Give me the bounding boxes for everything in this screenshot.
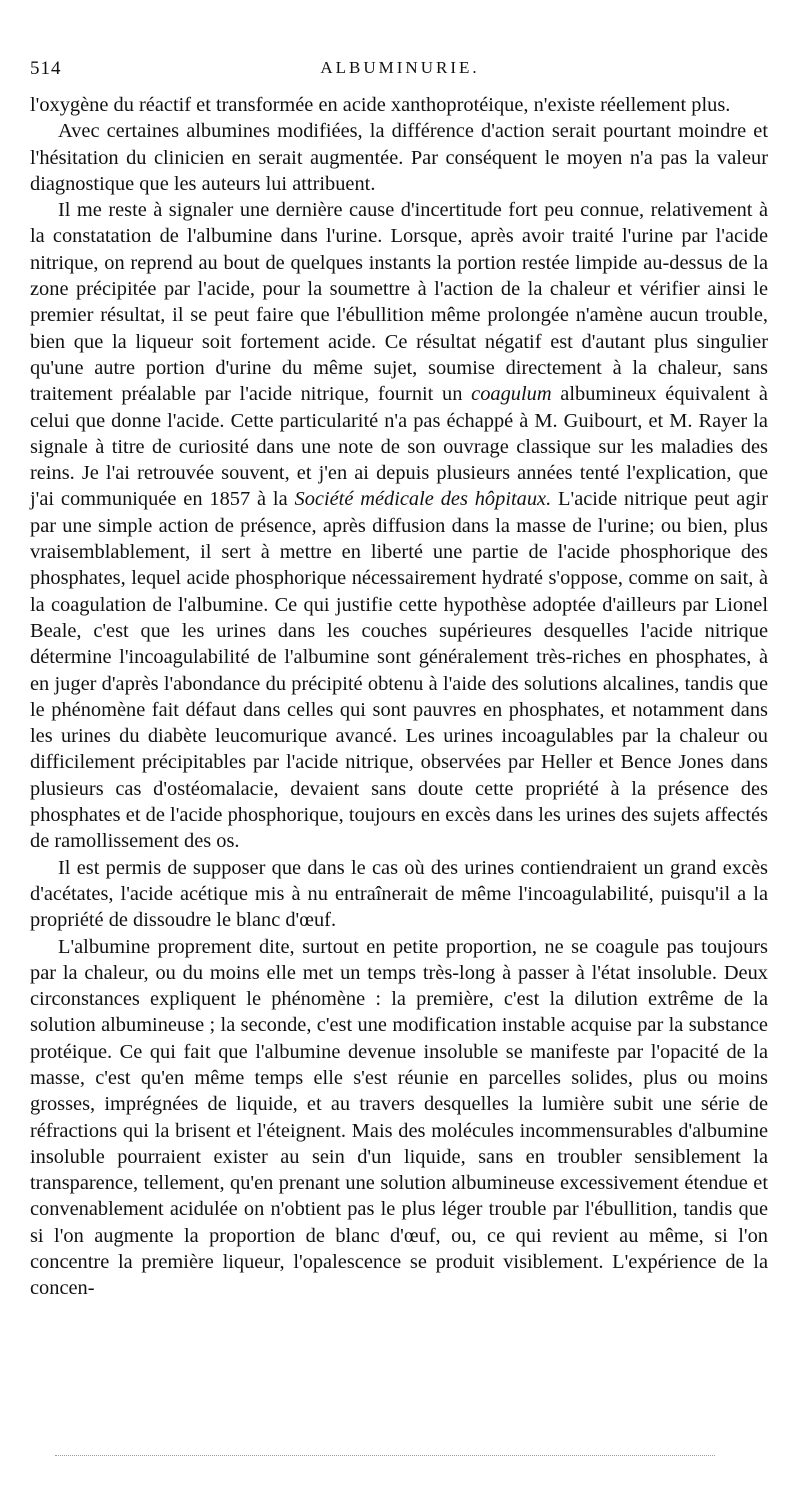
paragraph-text: albumineux équivalent à celui que donne l'acide. Cette particularité n'a pas échappé à M. Guibourt, et M. Rayer la signale à titre de curiosité dans une note de son ouvrage classique sur les maladies des reins. Je l'ai retrouvée souvent, et j'en ai depuis plusieurs années tenté l'explication, que j'ai communiquée en 1857 à la	[30, 383, 768, 511]
paragraph-text: l'oxygène du réactif et transformée en acide xanthoprotéique, n'existe réellement plus.	[30, 94, 731, 116]
body-text	[30, 92, 768, 1302]
paragraph-text: Il me reste à signaler une dernière cause d'incertitude fort peu connue, relativement à la constatation de l'albumine dans l'urine. Lorsque, après avoir traité l'urine par l'acide nitrique, on reprend au bout de quelques instants la portion restée limpide au-dessus de la zone précipitée par l'acide, pour la soumettre à l'action de la chaleur et vérifier ainsi le premier résultat, il se peut faire que l'ébullition même prolongée n'amène aucun trouble, bien que la liqueur soit fortement acide. Ce résultat négatif est d'autant plus singulier qu'une autre portion d'urine du même sujet, soumise directement à la chaleur, sans traitement préalable par l'acide nitrique, fournit un	[30, 199, 768, 406]
paragraph-5	[30, 934, 768, 1302]
paragraph-text: Il est permis de supposer que dans le cas où des urines contiendraient un grand excès d'acétates, l'acide acétique mis à nu entraînerait de même l'incoagulabilité, puisqu'il a la propriété de dissoudre le blanc d'œuf.	[30, 856, 768, 932]
running-head	[30, 58, 770, 88]
paragraph-3	[30, 197, 768, 854]
paragraph-text: L'albumine proprement dite, surtout en petite proportion, ne se coagule pas toujours par la chaleur, ou du moins elle met un temps très-long à passer à l'état insoluble. Deux circonstances expliquent le phénomène : la première, c'est la dilution extrême de la solution albumineuse ; la seconde, c'est une modification instable acquise par la substance protéique. Ce qui fait que l'albumine devenue insoluble se manifeste par l'opacité de la masse, c'est qu'en même temps elle s'est réunie en parcelles solides, plus ou moins grosses, imprégnées de liquide, et au travers desquelles la lumière subit une série de réfractions qui la brisent et l'éteignent. Mais des molécules incommensurables d'albumine insoluble pourraient exister au sein d'un liquide, sans en troubler sensiblement la transparence, tellement, qu'en prenant une solution albumineuse excessivement étendue et convenablement acidulée on n'obtient pas le plus léger trouble par l'ébullition, tandis que si l'on augmente la proportion de blanc d'œuf, ou, ce qui revient au même, si l'on concentre la première liqueur, l'opalescence se produit visiblement. L'expérience de la concen-	[30, 935, 768, 1300]
header-title: ALBUMINURIE.	[320, 58, 480, 77]
page-number: 514	[30, 58, 62, 79]
paragraph-text: L'acide nitrique peut agir par une simple action de présence, après diffusion dans la masse de l'urine; ou bien, plus vraisemblablement, il sert à mettre en liberté une partie de l'acide phosphorique des phosphates, lequel acide phosphorique nécessairement hydraté s'oppose, comme on sait, à la coagulation de l'albumine. Ce qui justifie cette hypothèse adoptée d'ailleurs par Lionel Beale, c'est que les urines dans les couches supérieures desquelles l'acide nitrique détermine l'incoagulabilité de l'albumine sont généralement très-riches en phosphates, à en juger d'après l'abondance du précipité obtenu à l'aide des solutions alcalines, tandis que le phénomène fait défaut dans celles qui sont pauvres en phosphates, et notamment dans les urines du diabète leucomurique avancé. Les urines incoagulables par la chaleur ou difficilement précipitables par l'acide nitrique, observées par Heller et Bence Jones dans plusieurs cas d'ostéomalacie, devaient sans doute cette propriété à la présence des phosphates et de l'acide phosphorique, toujours en excès dans les urines des sujets affectés de ramollissement des os.	[30, 488, 769, 853]
paragraph-2	[30, 118, 768, 197]
paragraph-1	[30, 92, 768, 118]
italic-term-coagulum: coagulum	[471, 383, 552, 406]
paragraph-4	[30, 855, 768, 934]
paragraph-text: Avec certaines albumines modifiées, la différence d'action serait pourtant moindre et l'hésitation du clinicien en serait augmentée. Par conséquent le moyen n'a pas la valeur diagnostique que les auteurs lui attribuent.	[30, 120, 768, 195]
footer-rule	[55, 1455, 715, 1456]
italic-society-name: Société médicale des hôpitaux.	[294, 488, 552, 511]
